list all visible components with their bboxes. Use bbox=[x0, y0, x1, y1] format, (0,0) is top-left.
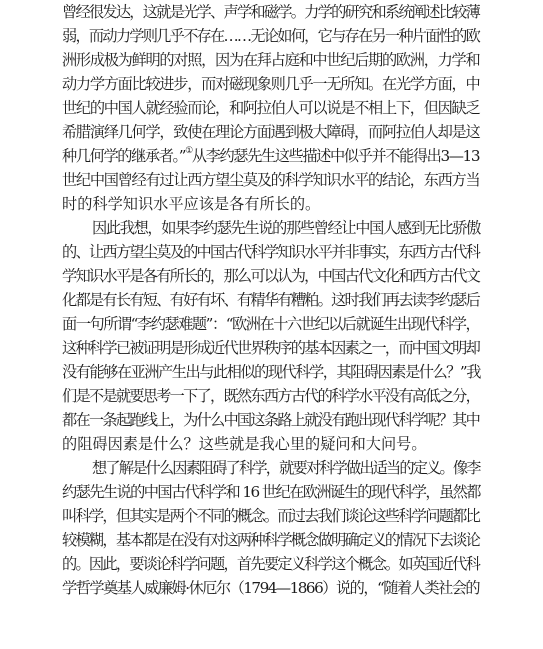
text-line-3: 洲形成极为鲜明的对照，因为在拜占庭和中世纪后期的欧洲，力学和 bbox=[62, 51, 480, 69]
paragraph-3-line-3: 叫科学，但其实是两个不同的概念。而过去我们谈论这些科学问题都比 bbox=[62, 507, 480, 525]
text-line-7 bbox=[62, 144, 479, 168]
text-line-1: 曾经很发达，这就是光学、声学和磁学。力学的研究和系统阐述比较薄 bbox=[62, 3, 480, 21]
text-line-7-tail: 从李约瑟先生这些描述中似乎并不能得出3—13 bbox=[191, 147, 480, 165]
paragraph-3-line-4: 较模糊，基本都是在没有对这两种科学概念做明确定义的情况下去谈论 bbox=[62, 531, 480, 549]
paragraph-2-line-7: 没有能够在亚洲产生出与此相似的现代科学，其阻碍因素是什么？”我 bbox=[62, 363, 480, 381]
text-line-2: 弱，而动力学则几乎不存在……无论如何，它与存在另一种片面性的欧 bbox=[62, 27, 480, 45]
text-line-9: 时的科学知识水平应该是各有所长的。 bbox=[62, 195, 321, 213]
paragraph-2-line-8: 们是不是就要思考一下了，既然东西方古代的科学水平没有高低之分， bbox=[62, 387, 480, 405]
paragraph-2-line-4: 化都是有长有短、有好有坏、有精华有糟粕。这时我们再去读李约瑟后 bbox=[62, 291, 480, 309]
paragraph-2-line-1: 因此我想，如果李约瑟先生说的那些曾经让中国人感到无比骄傲 bbox=[92, 219, 480, 237]
quote-end-text: 种几何学的继承者。” bbox=[62, 147, 186, 165]
text-line-6: 希腊演绎几何学，致使在理论方面遇到极大障碍，而阿拉伯人却是这 bbox=[62, 123, 480, 141]
paragraph-2-line-10: 的阻碍因素是什么？这些就是我心里的疑问和大问号。 bbox=[62, 435, 427, 453]
paragraph-3-line-2: 约瑟先生说的中国古代科学和 16 世纪在欧洲诞生的现代科学，虽然都 bbox=[62, 483, 480, 501]
paragraph-2-line-9: 都在一条起跑线上，为什么中国这条路上就没有跑出现代科学呢？其中 bbox=[62, 411, 480, 429]
paragraph-3-line-1: 想了解是什么因素阻碍了科学，就要对科学做出适当的定义。像李 bbox=[92, 459, 480, 477]
paragraph-2-line-5: 面一句所谓“李约瑟难题”：“欧洲在十六世纪以后就诞生出现代科学， bbox=[62, 315, 480, 333]
paragraph-2-line-2: 的、让西方望尘莫及的中国古代科学知识水平并非事实，东西方古代科 bbox=[62, 243, 480, 261]
paragraph-2-line-3: 学知识水平是各有所长的，那么可以认为，中国古代文化和西方古代文 bbox=[62, 267, 480, 285]
footnote-marker[interactable]: ① bbox=[185, 146, 192, 156]
paragraph-3-line-6: 学哲学奠基人威廉姆·休厄尔（1794—1866）说的，“随着人类社会的 bbox=[62, 579, 480, 597]
text-line-4: 动力学方面比较进步，而对磁现象则几乎一无所知。在光学方面，中 bbox=[62, 75, 480, 93]
text-line-8: 世纪中国曾经有过让西方望尘莫及的科学知识水平的结论，东西方当 bbox=[62, 171, 480, 189]
text-line-5: 世纪的中国人就经验而论，和阿拉伯人可以说是不相上下，但因缺乏 bbox=[62, 99, 480, 117]
paragraph-2-line-6: 这种科学已被证明是形成近代世界秩序的基本因素之一，而中国文明却 bbox=[62, 339, 480, 357]
paragraph-3-line-5: 的。因此，要谈论科学问题，首先要定义科学这个概念。如英国近代科 bbox=[62, 555, 480, 573]
